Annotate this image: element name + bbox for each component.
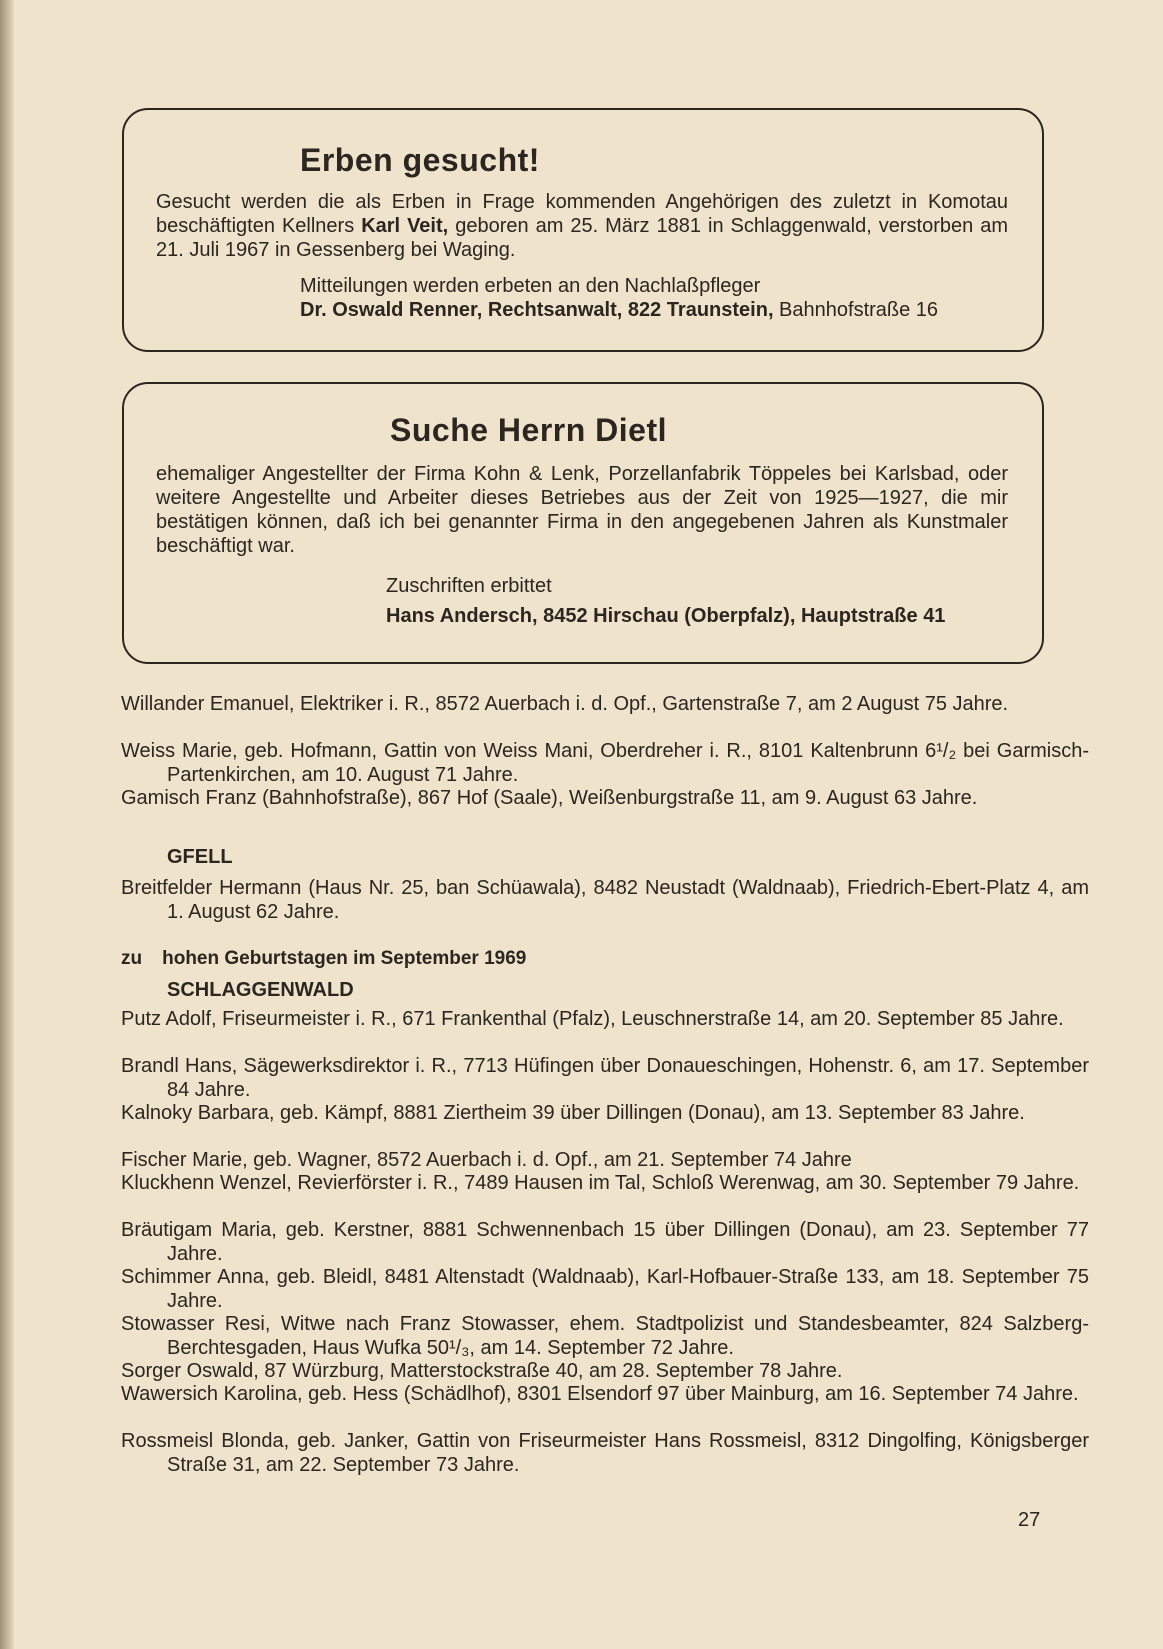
list-item: Rossmeisl Blonda, geb. Janker, Gattin von Friseurmeister Hans Rossmeisl, 8312 Dingolfing, Königsberger Straße 31, am 22. September 73 Jahre.: [121, 1430, 1089, 1476]
contact-intro: Zuschriften erbittet: [386, 575, 552, 597]
place-heading: SCHLAGGENWALD: [167, 979, 354, 1001]
person-name: Karl Veit,: [361, 215, 449, 237]
list-item: Schimmer Anna, geb. Bleidl, 8481 Altenstadt (Waldnaab), Karl-Hofbauer-Straße 133, am 18. September 75 Jahre.: [121, 1266, 1089, 1312]
list-item: Willander Emanuel, Elektriker i. R., 8572 Auerbach i. d. Opf., Gartenstraße 7, am 2 August 75 Jahre.: [121, 693, 1009, 715]
list-item: Putz Adolf, Friseurmeister i. R., 671 Frankenthal (Pfalz), Leuschnerstraße 14, am 20. September 85 Jahre.: [121, 1008, 1064, 1030]
ad-title: Suche Herrn Dietl: [390, 412, 668, 448]
page-number: 27: [1018, 1509, 1041, 1531]
place-heading: GFELL: [167, 846, 233, 868]
list-item: Brandl Hans, Sägewerksdirektor i. R., 7713 Hüfingen über Donaueschingen, Hohenstr. 6, am 17. September 84 Jahre.: [121, 1055, 1089, 1101]
list-item: Breitfelder Hermann (Haus Nr. 25, ban Schüawala), 8482 Neustadt (Waldnaab), Friedrich-Ebert-Platz 4, am 1. August 62 Jahre.: [121, 877, 1089, 923]
list-item: Kalnoky Barbara, geb. Kämpf, 8881 Ziertheim 39 über Dillingen (Donau), am 13. September 83 Jahre.: [121, 1102, 1025, 1124]
ad-text: ehemaliger Angestellter der Firma Kohn & Lenk, Porzellanfabrik Töppeles bei Karlsbad, oder weitere Angestellte und Arbeiter dieses Betriebes aus der Zeit von 1925—1927, die mir bestätigen können, daß ich bei genannter Firma in den angegebenen Jahren als Kunstmaler beschäftigt war.: [156, 463, 1008, 557]
contact-address: Hans Andersch, 8452 Hirschau (Oberpfalz), Hauptstraße 41: [386, 605, 946, 627]
contact-intro: Mitteilungen werden erbeten an den Nachlaßpfleger: [300, 275, 761, 297]
list-item: Gamisch Franz (Bahnhofstraße), 867 Hof (Saale), Weißenburgstraße 11, am 9. August 63 Jahre.: [121, 787, 978, 809]
page-binding-shadow: [0, 0, 14, 1649]
list-item: Bräutigam Maria, geb. Kerstner, 8881 Schwennenbach 15 über Dillingen (Donau), am 23. September 77 Jahre.: [121, 1219, 1089, 1265]
list-item: Kluckhenn Wenzel, Revierförster i. R., 7489 Hausen im Tal, Schloß Werenwag, am 30. September 79 Jahre.: [121, 1172, 1080, 1194]
list-item: Sorger Oswald, 87 Würzburg, Matterstockstraße 40, am 28. September 78 Jahre.: [121, 1360, 843, 1382]
contact-address: Dr. Oswald Renner, Rechtsanwalt, 822 Traunstein, Bahnhofstraße 16: [300, 299, 939, 321]
ad-box-search-dietl: [122, 382, 1044, 664]
section-heading: zu hohen Geburtstagen im September 1969: [121, 948, 527, 969]
list-item: Wawersich Karolina, geb. Hess (Schädlhof), 8301 Elsendorf 97 über Mainburg, am 16. September 74 Jahre.: [121, 1383, 1079, 1405]
ad-text: Gesucht werden die als Erben in Frage kommenden Angehörigen des zuletzt in Komotau beschäftigten Kellners Karl Veit, geboren am 25. März 1881 in Schlaggenwald, verstorben am 21. Juli 1967 in Gessenberg bei Waging.: [156, 191, 1008, 261]
list-item: Stowasser Resi, Witwe nach Franz Stowasser, ehem. Stadtpolizist und Standesbeamter, 824 Salzberg-Berchtesgaden, Haus Wufka 50¹/₃, am 14. September 72 Jahre.: [121, 1313, 1089, 1359]
ad-box-heirs-wanted: [122, 108, 1044, 352]
list-item: Weiss Marie, geb. Hofmann, Gattin von Weiss Mani, Oberdreher i. R., 8101 Kaltenbrunn 6¹/₂ bei Garmisch-Partenkirchen, am 10. August 71 Jahre.: [121, 740, 1089, 786]
list-item: Fischer Marie, geb. Wagner, 8572 Auerbach i. d. Opf., am 21. September 74 Jahre: [121, 1149, 852, 1171]
ad-title: Erben gesucht!: [300, 142, 540, 178]
